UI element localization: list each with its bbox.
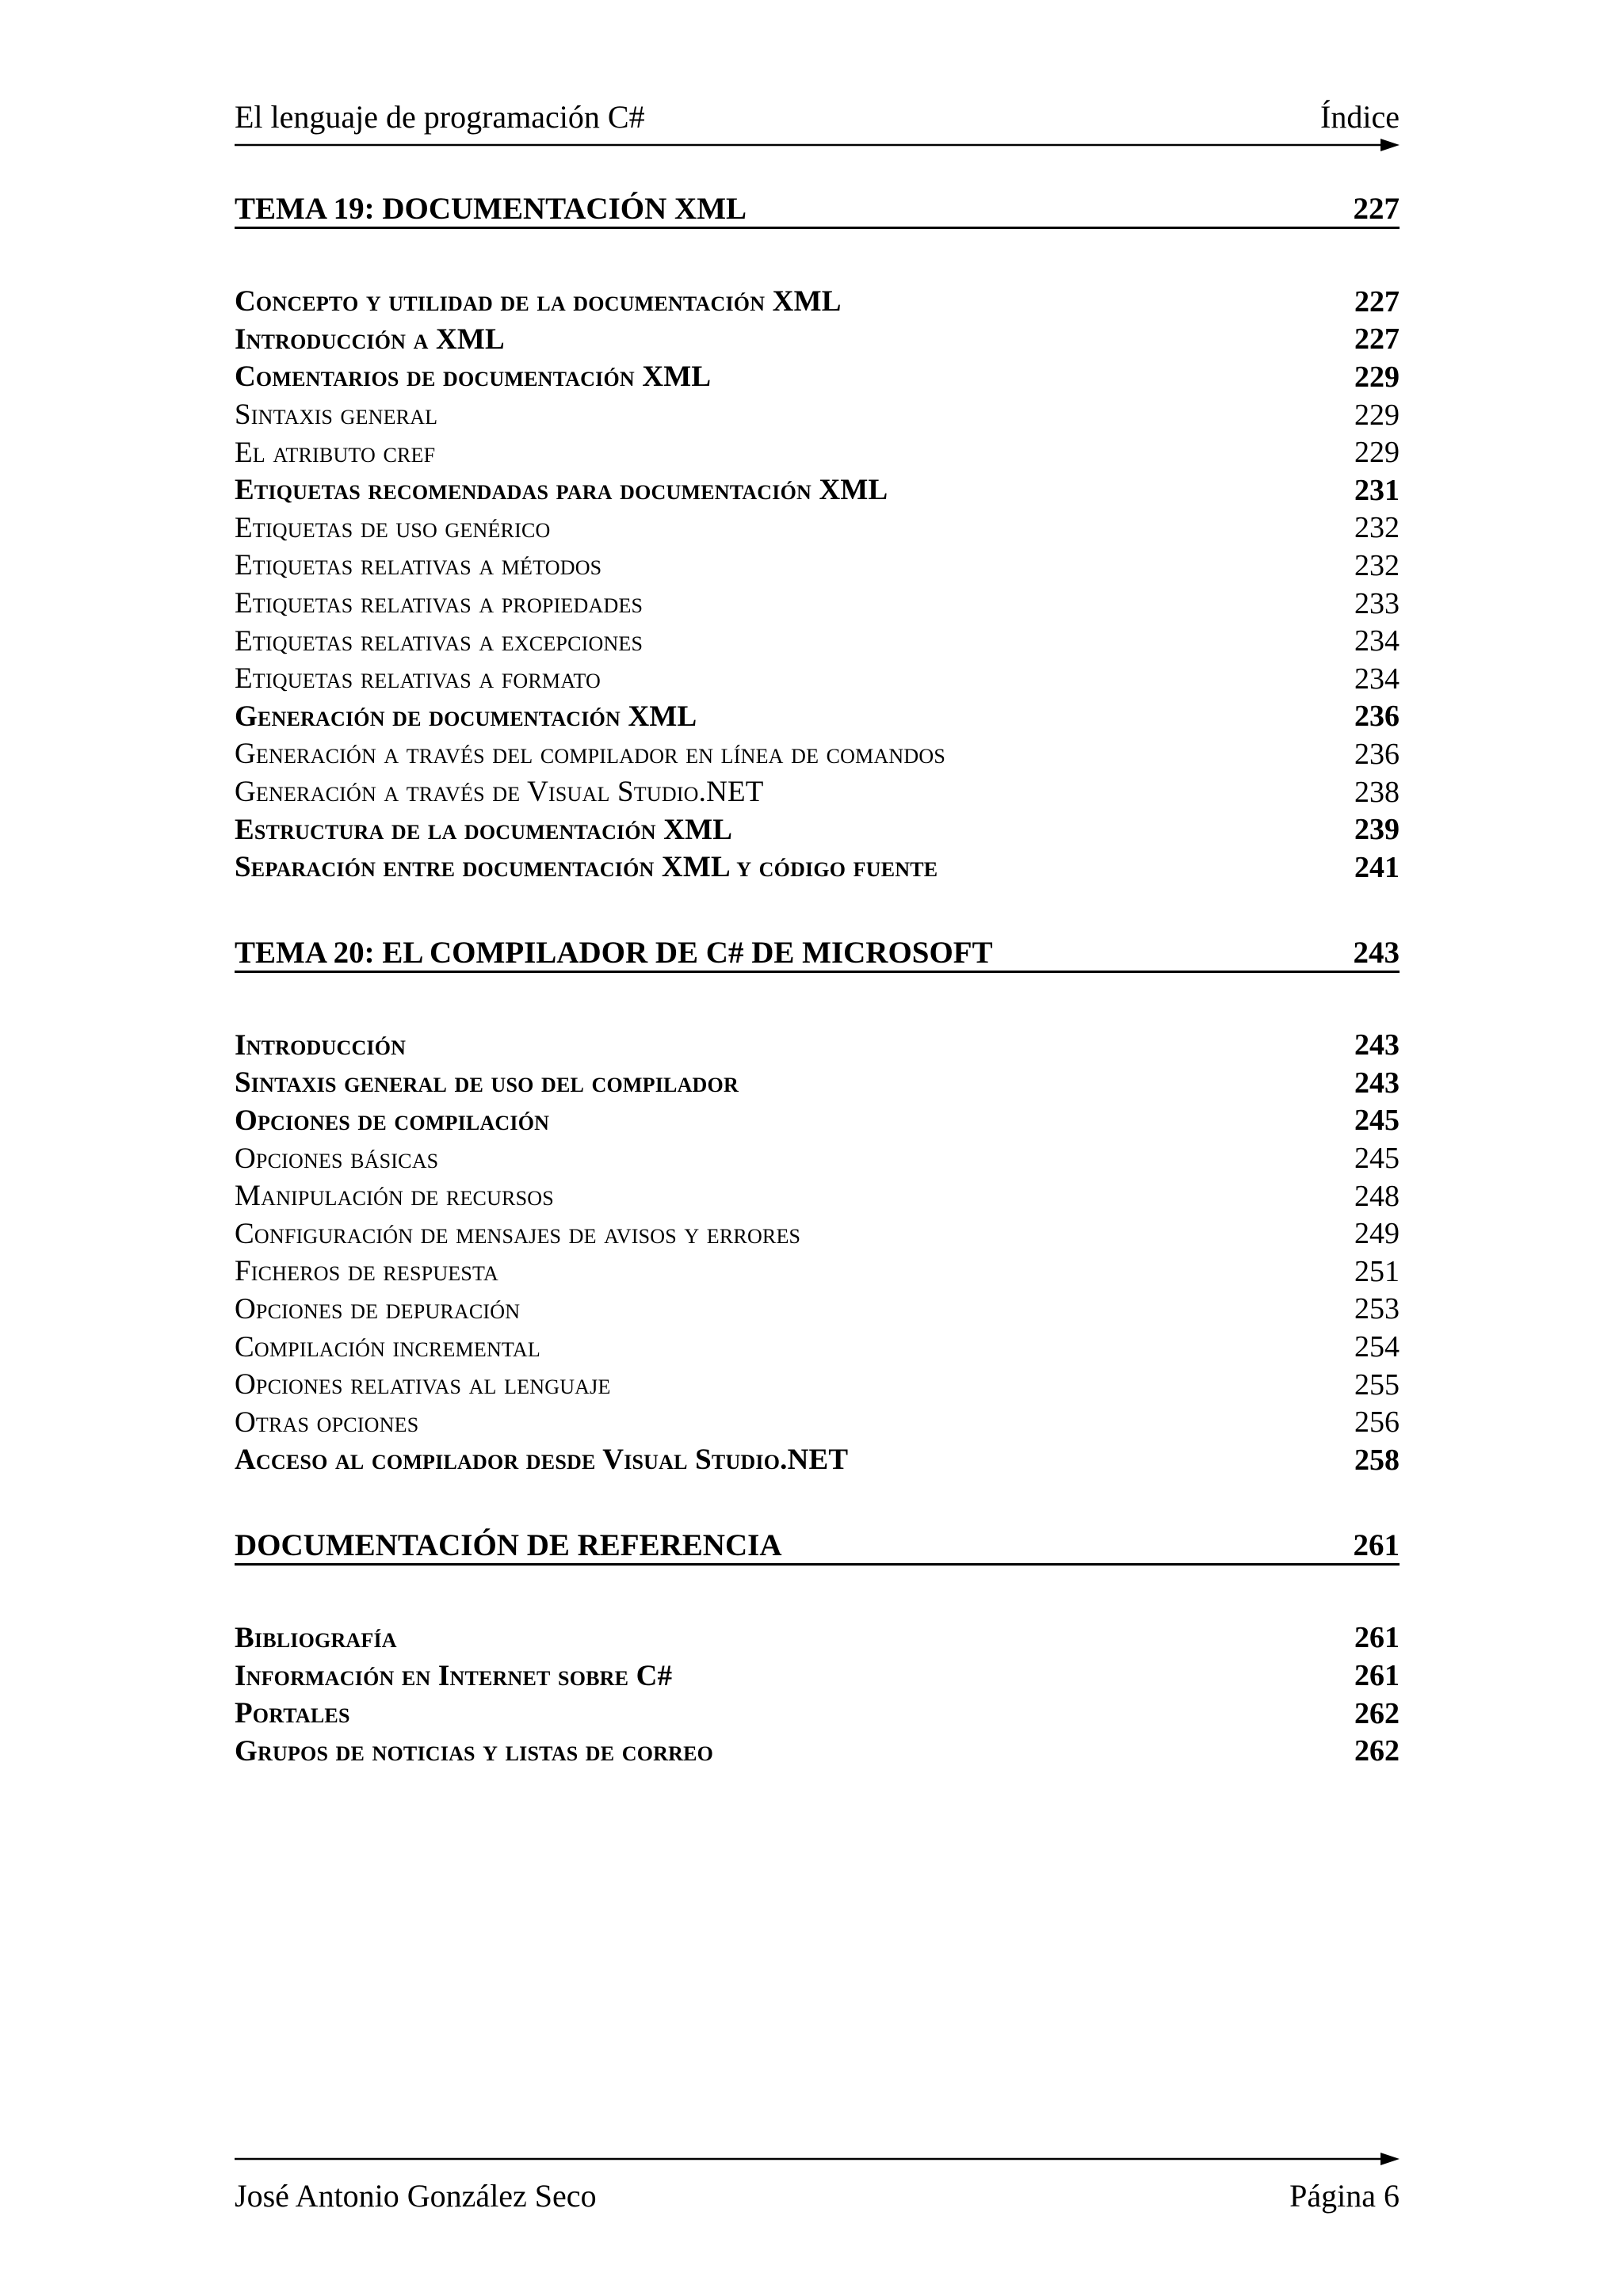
toc-entry-label: Opciones de compilación <box>235 1104 550 1137</box>
chapter-title: TEMA 20: EL COMPILADOR DE C# DE MICROSOFT <box>235 935 993 970</box>
toc-entry[interactable] <box>235 358 1400 396</box>
toc-entry-page-number: 238 <box>1354 775 1400 809</box>
chapter-title: DOCUMENTACIÓN DE REFERENCIA <box>235 1527 782 1562</box>
chapter-page-number: 243 <box>1353 935 1400 970</box>
toc-entry-label: Compilación incremental <box>235 1330 540 1363</box>
toc-entry-label: Otras opciones <box>235 1405 419 1439</box>
toc-entry-page-number: 232 <box>1354 511 1400 545</box>
toc-entry[interactable] <box>235 585 1400 623</box>
toc-entry[interactable] <box>235 321 1400 359</box>
toc-entry[interactable] <box>235 735 1400 773</box>
footer-arrow-rule <box>235 2150 1400 2168</box>
toc-entry-label: Ficheros de respuesta <box>235 1255 499 1288</box>
toc-entry[interactable] <box>235 1732 1400 1770</box>
toc-entry-page-number: 229 <box>1354 398 1400 432</box>
toc-entry[interactable] <box>235 660 1400 698</box>
toc-entry-page-number: 234 <box>1354 624 1400 658</box>
toc-entry[interactable] <box>235 471 1400 509</box>
toc-entry-label: Etiquetas relativas a formato <box>235 662 601 696</box>
toc-entry-label: Estructura de la documentación XML <box>235 813 733 846</box>
toc-entry-page-number: 233 <box>1354 586 1400 620</box>
toc-entry[interactable] <box>235 1695 1400 1733</box>
chapter-page-number: 227 <box>1353 192 1400 226</box>
toc-entry[interactable] <box>235 1403 1400 1441</box>
toc-entry-page-number: 232 <box>1354 548 1400 582</box>
toc-entry-page-number: 253 <box>1354 1292 1400 1326</box>
chapter-heading[interactable] <box>235 1528 1400 1566</box>
toc-entry[interactable] <box>235 1366 1400 1404</box>
toc-entry-page-number: 239 <box>1354 813 1400 847</box>
toc-entry-label: Generación de documentación XML <box>235 700 697 733</box>
toc-entry-label: Acceso al compilador desde Visual Studio.NET <box>235 1444 849 1477</box>
toc-entry[interactable] <box>235 810 1400 849</box>
toc-entry[interactable] <box>235 1291 1400 1329</box>
toc-entry[interactable] <box>235 622 1400 660</box>
toc-entry-label: Comentarios de documentación XML <box>235 360 712 394</box>
toc-entry-label: Introducción <box>235 1028 407 1062</box>
toc-entry-page-number: 261 <box>1354 1659 1400 1693</box>
toc-entry-page-number: 227 <box>1354 284 1400 318</box>
toc-entry-page-number: 231 <box>1354 473 1400 507</box>
table-of-contents <box>235 192 1400 1770</box>
toc-entry-page-number: 234 <box>1354 662 1400 696</box>
toc-entry-label: Manipulación de recursos <box>235 1180 554 1213</box>
toc-entry[interactable] <box>235 1328 1400 1366</box>
toc-entry[interactable] <box>235 1619 1400 1657</box>
toc-entry[interactable] <box>235 509 1400 547</box>
toc-entry-label: Sintaxis general <box>235 399 438 432</box>
toc-entry-page-number: 261 <box>1354 1621 1400 1655</box>
toc-entry-label: Configuración de mensajes de avisos y errores <box>235 1217 801 1250</box>
toc-entry-page-number: 248 <box>1354 1179 1400 1213</box>
page-footer <box>235 2177 1400 2215</box>
toc-entry[interactable] <box>235 1215 1400 1253</box>
toc-entry-label: Concepto y utilidad de la documentación XML <box>235 285 842 318</box>
toc-entry[interactable] <box>235 1102 1400 1140</box>
toc-entry-page-number: 254 <box>1354 1330 1400 1364</box>
toc-entry[interactable] <box>235 1657 1400 1695</box>
toc-entry-page-number: 249 <box>1354 1217 1400 1251</box>
toc-entry-label: Etiquetas de uso genérico <box>235 511 551 544</box>
toc-entry-label: Generación a través de Visual Studio.NET <box>235 776 764 809</box>
chapter-page-number: 261 <box>1353 1527 1400 1562</box>
toc-entry-label: Separación entre documentación XML y código fuente <box>235 851 938 884</box>
toc-entry-page-number: 256 <box>1354 1405 1400 1440</box>
toc-entry-label: Bibliografía <box>235 1621 397 1654</box>
toc-entry[interactable] <box>235 396 1400 434</box>
toc-entry-label: Grupos de noticias y listas de correo <box>235 1734 714 1768</box>
toc-entry[interactable] <box>235 1027 1400 1065</box>
toc-entry-page-number: 236 <box>1354 700 1400 734</box>
header-book-title: El lenguaje de programación C# <box>235 99 645 135</box>
toc-entry-label: El atributo cref <box>235 436 436 469</box>
page-header <box>235 98 1400 136</box>
toc-entry-page-number: 241 <box>1354 850 1400 884</box>
footer-page-number: Página 6 <box>1289 2178 1400 2214</box>
toc-entry-label: Etiquetas relativas a excepciones <box>235 624 643 658</box>
toc-entry[interactable] <box>235 1441 1400 1479</box>
toc-entry-label: Sintaxis general de uso del compilador <box>235 1066 739 1100</box>
chapter-title: TEMA 19: DOCUMENTACIÓN XML <box>235 192 747 226</box>
toc-entry-label: Opciones básicas <box>235 1142 439 1175</box>
toc-entry[interactable] <box>235 433 1400 471</box>
toc-entry-page-number: 262 <box>1354 1696 1400 1730</box>
chapter-heading[interactable] <box>235 936 1400 973</box>
toc-entry[interactable] <box>235 698 1400 736</box>
toc-entry-page-number: 229 <box>1354 360 1400 394</box>
toc-entry-page-number: 229 <box>1354 436 1400 470</box>
toc-entry-page-number: 243 <box>1354 1028 1400 1062</box>
footer-author: José Antonio González Seco <box>235 2178 597 2214</box>
toc-entry[interactable] <box>235 849 1400 887</box>
toc-entry[interactable] <box>235 1253 1400 1291</box>
toc-entry-label: Introducción a XML <box>235 322 505 356</box>
toc-entry-page-number: 262 <box>1354 1734 1400 1768</box>
toc-entry-label: Etiquetas relativas a métodos <box>235 549 602 582</box>
toc-entry[interactable] <box>235 1177 1400 1215</box>
toc-entry-label: Opciones de depuración <box>235 1292 521 1325</box>
toc-entry[interactable] <box>235 283 1400 321</box>
toc-entry-label: Etiquetas recomendadas para documentación XML <box>235 474 888 507</box>
toc-entry[interactable] <box>235 773 1400 811</box>
toc-entry-label: Información en Internet sobre C# <box>235 1659 673 1692</box>
toc-entry-label: Etiquetas relativas a propiedades <box>235 587 643 620</box>
toc-entry-page-number: 245 <box>1354 1142 1400 1176</box>
chapter-heading[interactable] <box>235 192 1400 229</box>
toc-entry-label: Generación a través del compilador en línea de comandos <box>235 738 946 771</box>
toc-entry[interactable] <box>235 1139 1400 1177</box>
toc-entry-page-number: 245 <box>1354 1104 1400 1138</box>
toc-entry-page-number: 251 <box>1354 1254 1400 1288</box>
toc-entry[interactable] <box>235 1064 1400 1102</box>
toc-entry-page-number: 255 <box>1354 1367 1400 1402</box>
toc-entry-page-number: 236 <box>1354 737 1400 771</box>
toc-entry-label: Portales <box>235 1697 350 1730</box>
toc-entry-page-number: 258 <box>1354 1443 1400 1477</box>
toc-entry[interactable] <box>235 547 1400 585</box>
header-arrow-rule <box>235 136 1400 154</box>
header-section-name: Índice <box>1320 99 1400 135</box>
toc-entry-page-number: 243 <box>1354 1066 1400 1100</box>
toc-entry-page-number: 227 <box>1354 322 1400 357</box>
toc-entry-label: Opciones relativas al lenguaje <box>235 1368 611 1402</box>
